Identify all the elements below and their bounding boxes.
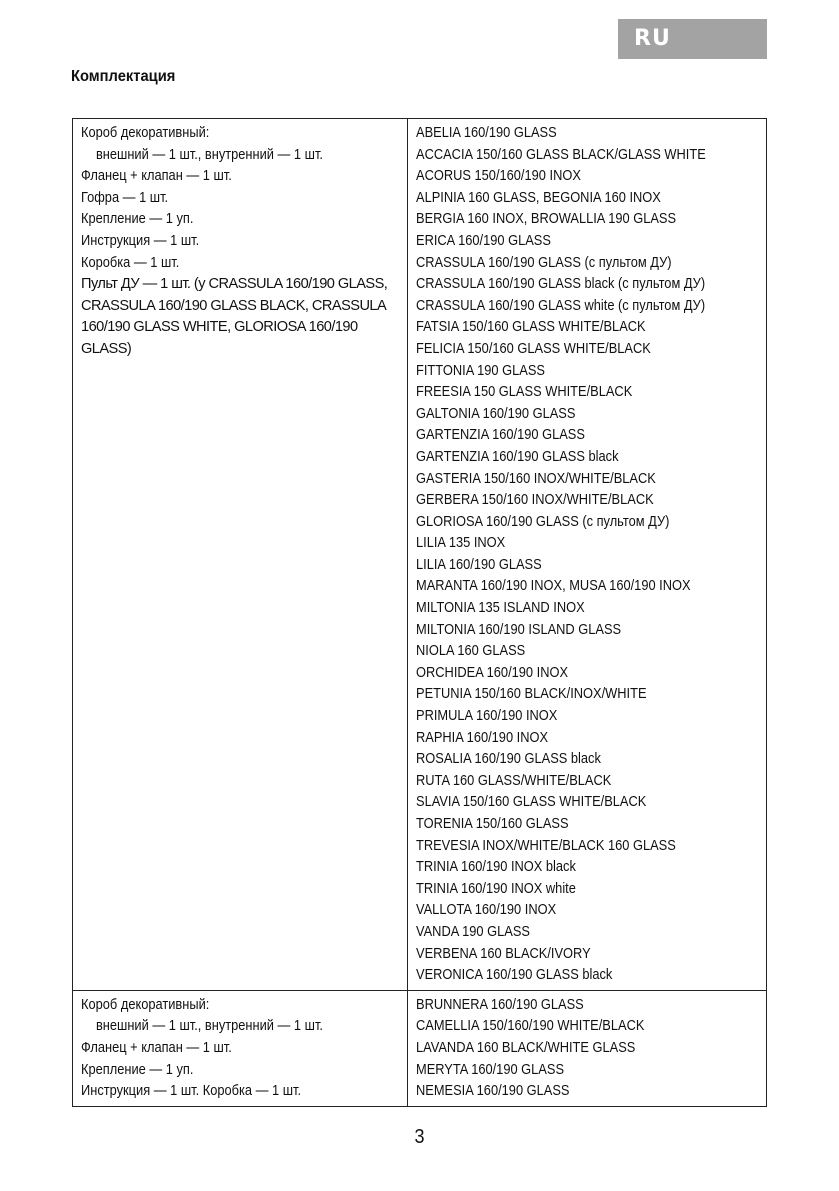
model-item: LAVANDA 160 BLACK/WHITE GLASS xyxy=(416,1039,636,1056)
list-item: Коробка — 1 шт. xyxy=(81,254,180,271)
kit-contents-cell xyxy=(73,119,408,991)
list-item: Пульт ДУ — 1 шт. (у CRASSULA 160/190 GLASS, CRASSULA 160/190 GLASS BLACK, CRASSULA 160/190 GLASS WHITE, GLORIOSA 160/190 GLASS) xyxy=(81,276,388,357)
model-item: FITTONIA 190 GLASS xyxy=(416,362,545,379)
model-item: LILIA 135 INOX xyxy=(416,535,506,552)
model-item: FATSIA 150/160 GLASS WHITE/BLACK xyxy=(416,319,646,336)
model-item: GARTENZIA 160/190 GLASS xyxy=(416,427,585,444)
model-item: BERGIA 160 INOX, BROWALLIA 190 GLASS xyxy=(416,211,677,228)
model-item: NIOLA 160 GLASS xyxy=(416,643,526,660)
model-item: TREVESIA INOX/WHITE/BLACK 160 GLASS xyxy=(416,837,676,854)
model-item: FELICIA 150/160 GLASS WHITE/BLACK xyxy=(416,340,651,357)
list-item: внешний — 1 шт., внутренний — 1 шт. xyxy=(95,146,323,163)
model-item: CRASSULA 160/190 GLASS black (с пультом ДУ) xyxy=(416,276,706,293)
model-item: ACCACIA 150/160 GLASS BLACK/GLASS WHITE xyxy=(416,146,706,163)
list-item: Крепление — 1 уп. xyxy=(81,211,194,228)
model-item: ABELIA 160/190 GLASS xyxy=(416,125,557,141)
model-item: MERYTA 160/190 GLASS xyxy=(416,1061,565,1078)
models-cell xyxy=(408,990,767,1106)
model-item: SLAVIA 150/160 GLASS WHITE/BLACK xyxy=(416,794,647,811)
model-item: BRUNNERA 160/190 GLASS xyxy=(416,996,584,1013)
table-row xyxy=(73,990,767,1106)
model-item: TRINIA 160/190 INOX white xyxy=(416,880,576,897)
model-item: VANDA 190 GLASS xyxy=(416,923,530,940)
model-item: MARANTA 160/190 INOX, MUSA 160/190 INOX xyxy=(416,578,691,595)
model-item: NEMESIA 160/190 GLASS xyxy=(416,1083,570,1100)
list-item: Короб декоративный: xyxy=(81,996,210,1013)
model-item: GASTERIA 150/160 INOX/WHITE/BLACK xyxy=(416,470,656,487)
section-title: Комплектация xyxy=(71,68,176,85)
model-item: GALTONIA 160/190 GLASS xyxy=(416,405,576,422)
list-item: Фланец + клапан — 1 шт. xyxy=(81,1039,232,1056)
page-number: 3 xyxy=(414,1126,425,1148)
model-item: VERBENA 160 BLACK/IVORY xyxy=(416,945,591,962)
model-item: PETUNIA 150/160 BLACK/INOX/WHITE xyxy=(416,686,647,703)
list-item: Крепление — 1 уп. xyxy=(81,1061,194,1078)
model-item: ORCHIDEA 160/190 INOX xyxy=(416,664,569,681)
model-item: ROSALIA 160/190 GLASS black xyxy=(416,751,601,768)
model-item: RAPHIA 160/190 INOX xyxy=(416,729,549,746)
list-item: Инструкция — 1 шт. Коробка — 1 шт. xyxy=(81,1083,302,1100)
model-item: GERBERA 150/160 INOX/WHITE/BLACK xyxy=(416,492,654,509)
model-item: PRIMULA 160/190 INOX xyxy=(416,708,558,725)
list-item: Фланец + клапан — 1 шт. xyxy=(81,168,232,185)
model-item: ACORUS 150/160/190 INOX xyxy=(416,168,581,185)
list-item: внешний — 1 шт., внутренний — 1 шт. xyxy=(95,1018,323,1035)
contents-table xyxy=(72,118,767,1107)
model-item: FREESIA 150 GLASS WHITE/BLACK xyxy=(416,384,633,401)
model-item: MILTONIA 160/190 ISLAND GLASS xyxy=(416,621,622,638)
model-item: GARTENZIA 160/190 GLASS black xyxy=(416,448,619,465)
list-item: Короб декоративный: xyxy=(81,125,210,141)
model-item: RUTA 160 GLASS/WHITE/BLACK xyxy=(416,772,612,789)
kit-contents-cell xyxy=(73,990,408,1106)
list-item: Инструкция — 1 шт. xyxy=(81,232,200,249)
model-item: VERONICA 160/190 GLASS black xyxy=(416,967,613,984)
table-row xyxy=(73,119,767,991)
model-item: VALLOTA 160/190 INOX xyxy=(416,902,557,919)
model-item: TORENIA 150/160 GLASS xyxy=(416,816,569,832)
language-tab: RU xyxy=(618,19,767,59)
model-item: MILTONIA 135 ISLAND INOX xyxy=(416,600,585,617)
list-item: Гофра — 1 шт. xyxy=(81,189,169,206)
model-item: LILIA 160/190 GLASS xyxy=(416,556,542,573)
model-item: ERICA 160/190 GLASS xyxy=(416,232,551,249)
model-item: GLORIOSA 160/190 GLASS (с пультом ДУ) xyxy=(416,513,670,530)
models-cell xyxy=(408,119,767,991)
model-item: CRASSULA 160/190 GLASS white (с пультом ДУ) xyxy=(416,297,706,314)
model-item: CRASSULA 160/190 GLASS (с пультом ДУ) xyxy=(416,254,672,271)
model-item: CAMELLIA 150/160/190 WHITE/BLACK xyxy=(416,1018,645,1035)
model-item: TRINIA 160/190 INOX black xyxy=(416,859,576,876)
model-item: ALPINIA 160 GLASS, BEGONIA 160 INOX xyxy=(416,189,661,206)
